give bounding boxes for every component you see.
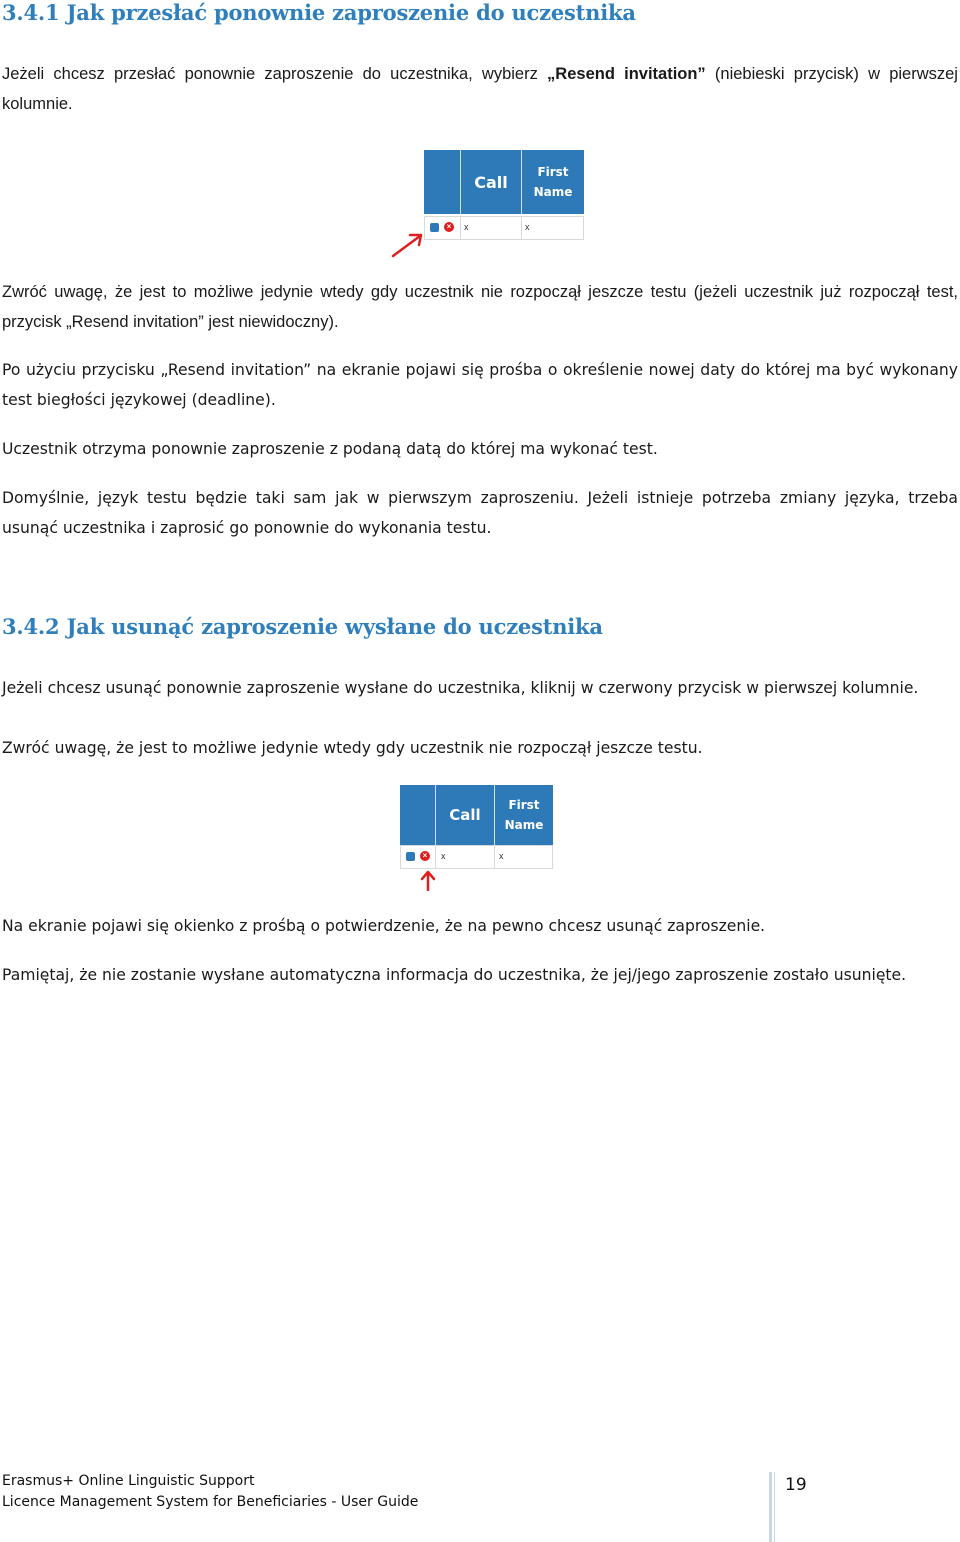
paragraph-no-notification: Pamiętaj, że nie zostanie wysłane automatyczna informacja do uczestnika, że jej/jego zaproszenie zostało usunięte. bbox=[2, 966, 907, 984]
row-divider bbox=[460, 217, 461, 239]
header-divider bbox=[460, 150, 461, 214]
table-screenshot-delete bbox=[398, 785, 558, 895]
intro-bold-text: „Resend invitation” bbox=[547, 65, 706, 83]
col-first-label: First bbox=[537, 165, 569, 179]
paragraph-delete-condition: Zwróć uwagę, że jest to możliwe jedynie wtedy gdy uczestnik nie rozpoczął jeszcze testu. bbox=[2, 739, 703, 757]
table-header bbox=[400, 785, 553, 845]
paragraph-delete-instruction: Jeżeli chcesz usunąć ponownie zaproszenie wysłane do uczestnika, kliknij w czerwony przycisk w pierwszej kolumnie. bbox=[2, 679, 919, 697]
row-divider bbox=[494, 846, 495, 868]
table-row bbox=[424, 216, 584, 240]
paragraph-language: Domyślnie, język testu będzie taki sam jak w pierwszym zaproszeniu. Jeżeli istnieje potrzeba zmiany języka, trzeba usunąć uczestnika i zaprosić go ponownie do wykonania testu. bbox=[2, 489, 958, 537]
table-row bbox=[400, 845, 553, 869]
delete-icon[interactable]: × bbox=[444, 222, 454, 232]
paragraph-deadline: Po użyciu przycisku „Resend invitation” na ekranie pojawi się prośba o określenie nowej daty do której ma być wykonany test biegłości językowej (deadline). bbox=[2, 361, 958, 409]
cell-call: x bbox=[464, 222, 469, 232]
footer-divider bbox=[774, 1472, 775, 1542]
header-divider bbox=[494, 785, 495, 845]
col-name-label: Name bbox=[533, 185, 573, 199]
arrow-icon bbox=[418, 869, 438, 891]
footer-divider bbox=[769, 1472, 772, 1542]
cell-call: x bbox=[441, 851, 446, 861]
table-header bbox=[424, 150, 584, 214]
page-number: 19 bbox=[785, 1475, 807, 1495]
paragraph-confirmation: Na ekranie pojawi się okienko z prośbą o potwierdzenie, że na pewno chcesz usunąć zaproszenie. bbox=[2, 917, 766, 935]
col-call: Call bbox=[474, 172, 508, 192]
section-heading-resend: 3.4.1 Jak przesłać ponownie zaproszenie do uczestnika bbox=[2, 0, 636, 25]
delete-icon[interactable]: × bbox=[420, 851, 430, 861]
col-first-name bbox=[495, 785, 553, 845]
table-screenshot-resend bbox=[390, 150, 590, 260]
edit-icon[interactable] bbox=[430, 223, 439, 232]
col-first-label: First bbox=[508, 798, 540, 812]
intro-text-end: (niebieski przycisk) w pierwszej kolumnie. bbox=[2, 65, 958, 113]
cell-first-name: x bbox=[525, 222, 530, 232]
row-divider bbox=[521, 217, 522, 239]
intro-paragraph bbox=[2, 59, 958, 119]
header-divider bbox=[435, 785, 436, 845]
edit-icon[interactable] bbox=[406, 852, 415, 861]
footer-line-1: Erasmus+ Online Linguistic Support bbox=[2, 1473, 255, 1489]
paragraph-reinvite: Uczestnik otrzyma ponownie zaproszenie z podaną datą do której ma wykonać test. bbox=[2, 440, 658, 458]
paragraph-condition: Zwróć uwagę, że jest to możliwe jedynie wtedy gdy uczestnik nie rozpoczął jeszcze testu (jeżeli uczestnik już rozpoczął test, przycisk „Resend invitation” jest niewidoczny). bbox=[2, 283, 958, 331]
footer-line-2: Licence Management System for Beneficiaries - User Guide bbox=[2, 1494, 419, 1510]
col-call: Call bbox=[449, 806, 481, 824]
row-divider bbox=[435, 846, 436, 868]
cell-first-name: x bbox=[499, 851, 504, 861]
section-heading-delete: 3.4.2 Jak usunąć zaproszenie wysłane do uczestnika bbox=[2, 614, 603, 639]
col-name-label: Name bbox=[504, 818, 544, 832]
header-divider bbox=[521, 150, 522, 214]
arrow-icon bbox=[390, 230, 426, 260]
col-first-name bbox=[522, 150, 584, 214]
intro-text: Jeżeli chcesz przesłać ponownie zaproszenie do uczestnika, wybierz bbox=[2, 65, 548, 83]
